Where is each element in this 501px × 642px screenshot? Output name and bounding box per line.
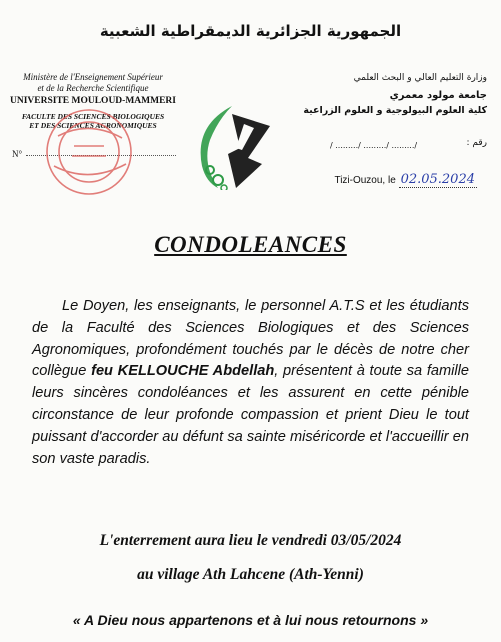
handwritten-date: 02.05.2024 (400, 172, 475, 187)
reference-number-label-arabic: رقم : (466, 138, 487, 148)
paragraph-part-2: , présentent à toute sa famille leurs sincères condoléances et les assurent en cette pénible circonstance de leur profonde compassion et prient Dieu le tout puissant d'accorder au défunt sa sainte miséricorde et l'accueillir en son vaste paradis. (32, 363, 470, 467)
funeral-date-line: L'enterrement aura lieu le vendredi 03/05/2024 (99, 532, 402, 549)
reference-number-slashes (330, 141, 455, 150)
republic-heading-arabic: الجمهورية الجزائرية الديمقراطية الشعبية (99, 22, 402, 40)
funeral-place-line: au village Ath Lahcene (Ath-Yenni) (137, 566, 364, 583)
ministry-line-1: Ministère de l'Enseignement Supérieur (23, 72, 163, 82)
date-line (334, 172, 477, 187)
faculty-arabic: كلية العلوم البيولوجية و العلوم الزراعية (303, 105, 487, 116)
ministry-arabic: وزارة التعليم العالي و البحث العلمي (353, 73, 487, 83)
ministry-line-2: et de la Recherche Scientifique (37, 83, 149, 93)
document-title: CONDOLEANCES (154, 232, 347, 257)
university-arabic: جامعة مولود معمري (389, 90, 487, 101)
date-prefix: Tizi-Ouzou, le (334, 175, 396, 186)
reference-slashes-text: / ........./ ........./ ........./ (330, 141, 418, 150)
reference-number-label: N° (12, 149, 23, 159)
condolence-paragraph (32, 296, 469, 470)
closing-quote: « A Dieu nous appartenons et à lui nous retournons » (72, 612, 429, 628)
university-logo-icon (188, 104, 278, 190)
paragraph-part-1: Le Doyen, les enseignants, le personnel A.T.S et les étudiants de la Faculté des Sciences Biologiques et des Sciences Agronomiques, profondément touchés par le décès de notre cher collègue (32, 298, 469, 380)
right-letterhead-arabic (287, 72, 487, 117)
faculty-line-1: FACULTE DES SCIENCES BIOLOGIQUES (21, 112, 165, 121)
university-name: UNIVERSITE MOULOUD-MAMMERI (10, 96, 176, 106)
official-stamp-icon (34, 106, 144, 198)
faculty-line-2: ET DES SCIENCES AGRONOMIQUES (29, 121, 157, 130)
deceased-name: feu KELLOUCHE Abdellah (91, 363, 275, 380)
